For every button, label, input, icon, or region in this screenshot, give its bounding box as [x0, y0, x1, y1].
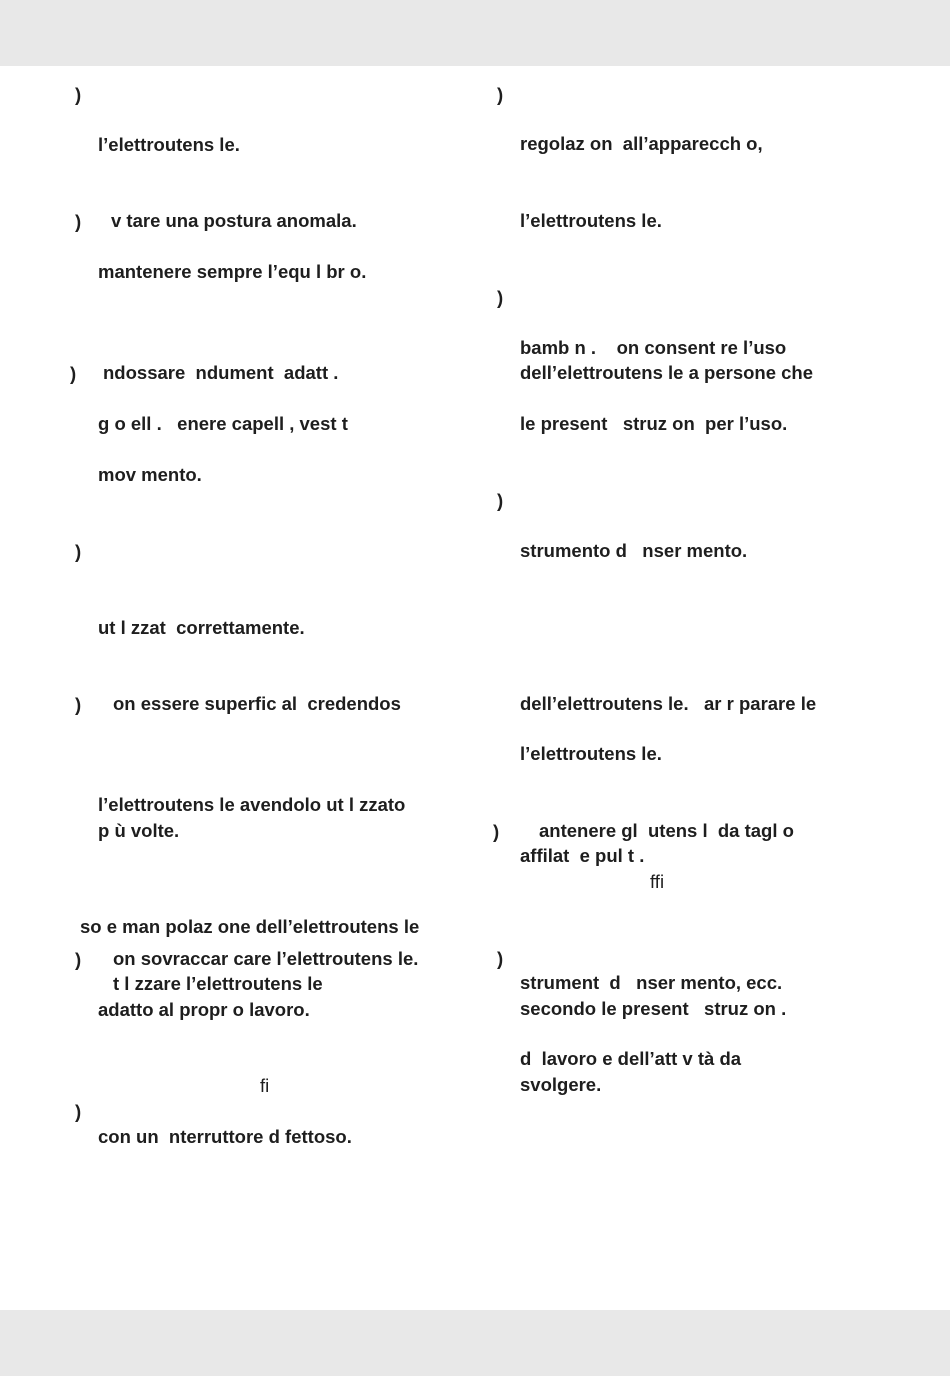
list-marker: ): [75, 84, 82, 105]
text-line: antenere gl utens l da tagl o: [539, 820, 794, 841]
text-line: l’elettroutens le.: [520, 743, 662, 764]
ligature-fragment: ffi: [650, 871, 665, 892]
text-line: l’elettroutens le.: [98, 134, 240, 155]
list-marker: ): [75, 949, 82, 970]
text-line: l’elettroutens le.: [520, 210, 662, 231]
text-line: on sovraccar care l’elettroutens le.: [113, 948, 419, 969]
ligature-fragment: fi: [260, 1075, 270, 1096]
text-line: ut l zzat correttamente.: [98, 617, 305, 638]
text-line: mov mento.: [98, 464, 202, 485]
text-line: bamb n . on consent re l’uso: [520, 337, 787, 358]
list-marker: ): [75, 541, 82, 562]
text-line: v tare una postura anomala.: [111, 210, 357, 231]
text-line: mantenere sempre l’equ l br o.: [98, 261, 367, 282]
text-line: t l zzare l’elettroutens le: [113, 973, 323, 994]
text-line: l’elettroutens le avendolo ut l zzato: [98, 794, 406, 815]
footer-band: [0, 1310, 950, 1376]
list-marker: ): [497, 287, 504, 308]
text-line: on essere superfic al credendos: [113, 693, 401, 714]
text-line: dell’elettroutens le a persone che: [520, 362, 814, 383]
text-line: affilat e pul t .: [520, 845, 645, 866]
text-line: g o ell . enere capell , vest t: [98, 413, 348, 434]
list-marker: ): [70, 363, 77, 384]
text-line: p ù volte.: [98, 820, 180, 841]
list-marker: ): [493, 821, 500, 842]
list-marker: ): [497, 84, 504, 105]
text-line: con un nterruttore d fettoso.: [98, 1126, 352, 1147]
text-line: strumento d nser mento.: [520, 540, 748, 561]
header-band: [0, 0, 950, 66]
text-line: dell’elettroutens le. ar r parare le: [520, 693, 817, 714]
text-line: svolgere.: [520, 1074, 602, 1095]
text-line: le present struz on per l’uso.: [520, 413, 788, 434]
list-marker: ): [75, 694, 82, 715]
list-marker: ): [75, 1101, 82, 1122]
list-marker: ): [75, 211, 82, 232]
list-marker: ): [497, 948, 504, 969]
list-marker: ): [497, 490, 504, 511]
text-line: d lavoro e dell’att v tà da: [520, 1048, 742, 1069]
text-line: secondo le present struz on .: [520, 998, 787, 1019]
text-line: regolaz on all’apparecch o,: [520, 133, 763, 154]
text-line: ndossare ndument adatt .: [103, 362, 339, 383]
section-heading: so e man polaz one dell’elettroutens le: [80, 916, 420, 937]
text-line: strument d nser mento, ecc.: [520, 972, 783, 993]
text-line: adatto al propr o lavoro.: [98, 999, 310, 1020]
